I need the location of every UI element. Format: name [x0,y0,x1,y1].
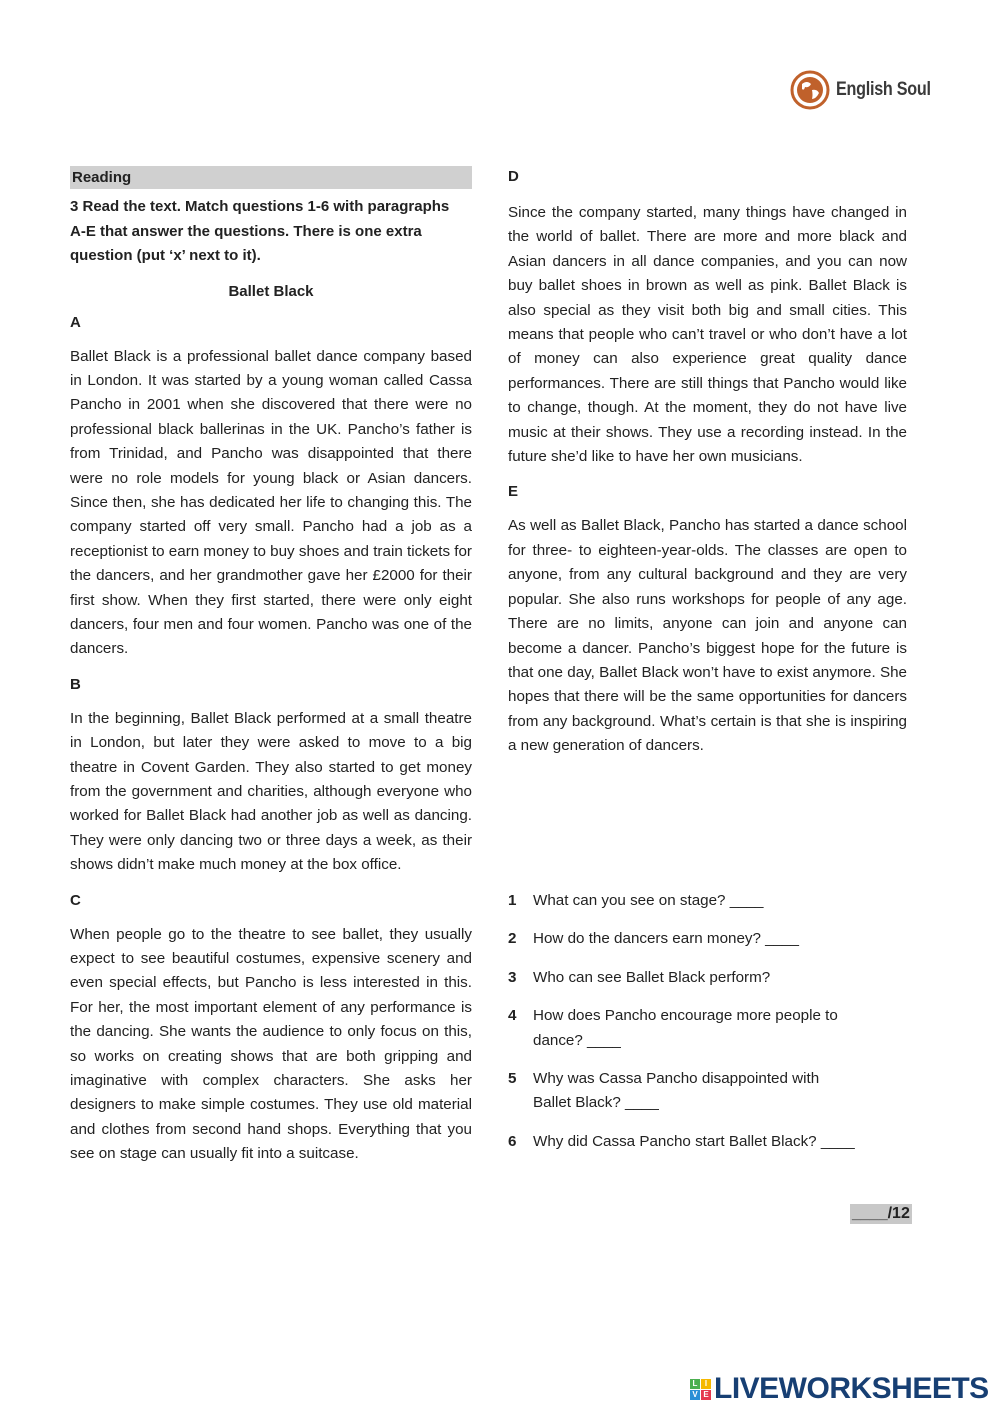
brand-name: English Soul [836,79,931,100]
paragraph-a: Ballet Black is a professional ballet dance company based in London. It was started by a young woman called Cassa Pancho in 2001 when she discovered that there were no professional black ballerinas in the UK. Pancho’s father is from Trinidad, and Pancho was disappointed that there were no role models for young black or Asian dancers. Since then, she has dedicated her life to changing this. The company started off very small. Pancho had a job as a receptionist to earn money to buy shoes and train tickets for the dancers, and her grandmother gave her £2000 for their first show. When they first started, there were only eight dancers, four men and four women. Pancho was one of the dancers. [70,347,472,658]
question[interactable] [508,889,888,913]
tile: L [690,1379,700,1389]
paragraph-letter: D [508,168,519,185]
question-text: Why did Cassa Pancho start Ballet Black? ____ [533,1132,855,1150]
paragraph-letter: B [70,675,81,693]
question-number: 5 [508,1070,517,1088]
liveworksheets-logo [690,1372,989,1406]
question[interactable] [508,1067,858,1116]
paragraph-letter: C [70,891,81,909]
paragraph-letter: A [70,313,81,331]
question-number: 1 [508,892,517,909]
question-number: 3 [508,968,517,986]
question-list [508,889,888,1154]
question-text: How do the dancers earn money? ____ [533,930,799,948]
question[interactable] [508,1130,888,1154]
english-soul-logo [790,70,947,110]
paragraph-e: As well as Ballet Black, Pancho has started a dance school for three- to eighteen-year-olds. The classes are open to anyone, from any cultural background and they are very popular. She also runs workshops for people of any age. There are no limits, anyone can join and anyone can become a dancer. Pancho’s biggest hope for the future is that one day, Ballet Black won’t have to exist anymore. She hopes that there will be the same opportunities for dancers from any background. What’s certain is that she is inspiring a new generation of dancers. [508,517,907,755]
score-box: ____/12 [852,1205,910,1222]
left-column [70,166,472,1167]
question[interactable] [508,966,888,990]
question-text: Who can see Ballet Black perform? [533,968,771,986]
paragraph-b: In the beginning, Ballet Black performed at a small theatre in London, but later they were asked to move to a big theatre in Covent Garden. They also started to get money from the government and charities, although everyone who worked for Ballet Black had another job as well as dancing. They were only dancing two or three days a week, as their shows didn’t make much money at the box office. [70,709,472,874]
right-column [508,168,907,759]
section-heading: Reading [70,166,472,189]
live-tiles-icon [690,1379,711,1400]
question[interactable] [508,927,888,951]
tile: E [701,1390,711,1400]
tile: I [701,1379,711,1389]
paragraph-c: When people go to the theatre to see ballet, they usually expect to see beautiful costumes, expensive scenery and even special effects, but Pancho is less interested in this. For her, the most important element of any performance is the dancing. She wants the audience to only focus on this, so works on creating shows that are both gripping and imaginative with complex characters. She asks her designers to make simple costumes. They use old material and clothes from second hand shops. Everything that you see on stage can usually fit into a suitcase. [70,925,472,1163]
tile: V [690,1390,700,1400]
paragraph-letter: E [508,483,519,501]
question-text: Why was Cassa Pancho disappointed with Ballet Black? ____ [533,1070,820,1112]
question-text: How does Pancho encourage more people to dance? ____ [533,1007,838,1049]
instruction: 3 Read the text. Match questions 1-6 with paragraphs A-E that answer the questions. There is one extra question (put ‘x’ next to it). [70,198,450,264]
question-number: 6 [508,1132,517,1150]
question-number: 2 [508,930,517,948]
globe-icon [790,70,830,110]
question-number: 4 [508,1007,517,1025]
liveworksheets-wordmark: LIVEWORKSHEETS [714,1372,989,1405]
paragraph-d: Since the company started, many things have changed in the world of ballet. There are more and more black and Asian dancers in all dance companies, and you can now buy ballet shoes in brown as well as pink. Ballet Black is also special as they visit both big and small cities. This means that people who can’t travel or who don’t have a lot of money can also experience great quality dance performances. There are still things that Pancho would like to change, though. At the moment, they do not have live music at their shows. They use a recording instead. In the future she’d like to have her own musicians. [508,204,907,466]
article-title: Ballet Black [228,282,314,300]
question-text: What can you see on stage? ____ [533,892,764,909]
question[interactable] [508,1004,858,1053]
